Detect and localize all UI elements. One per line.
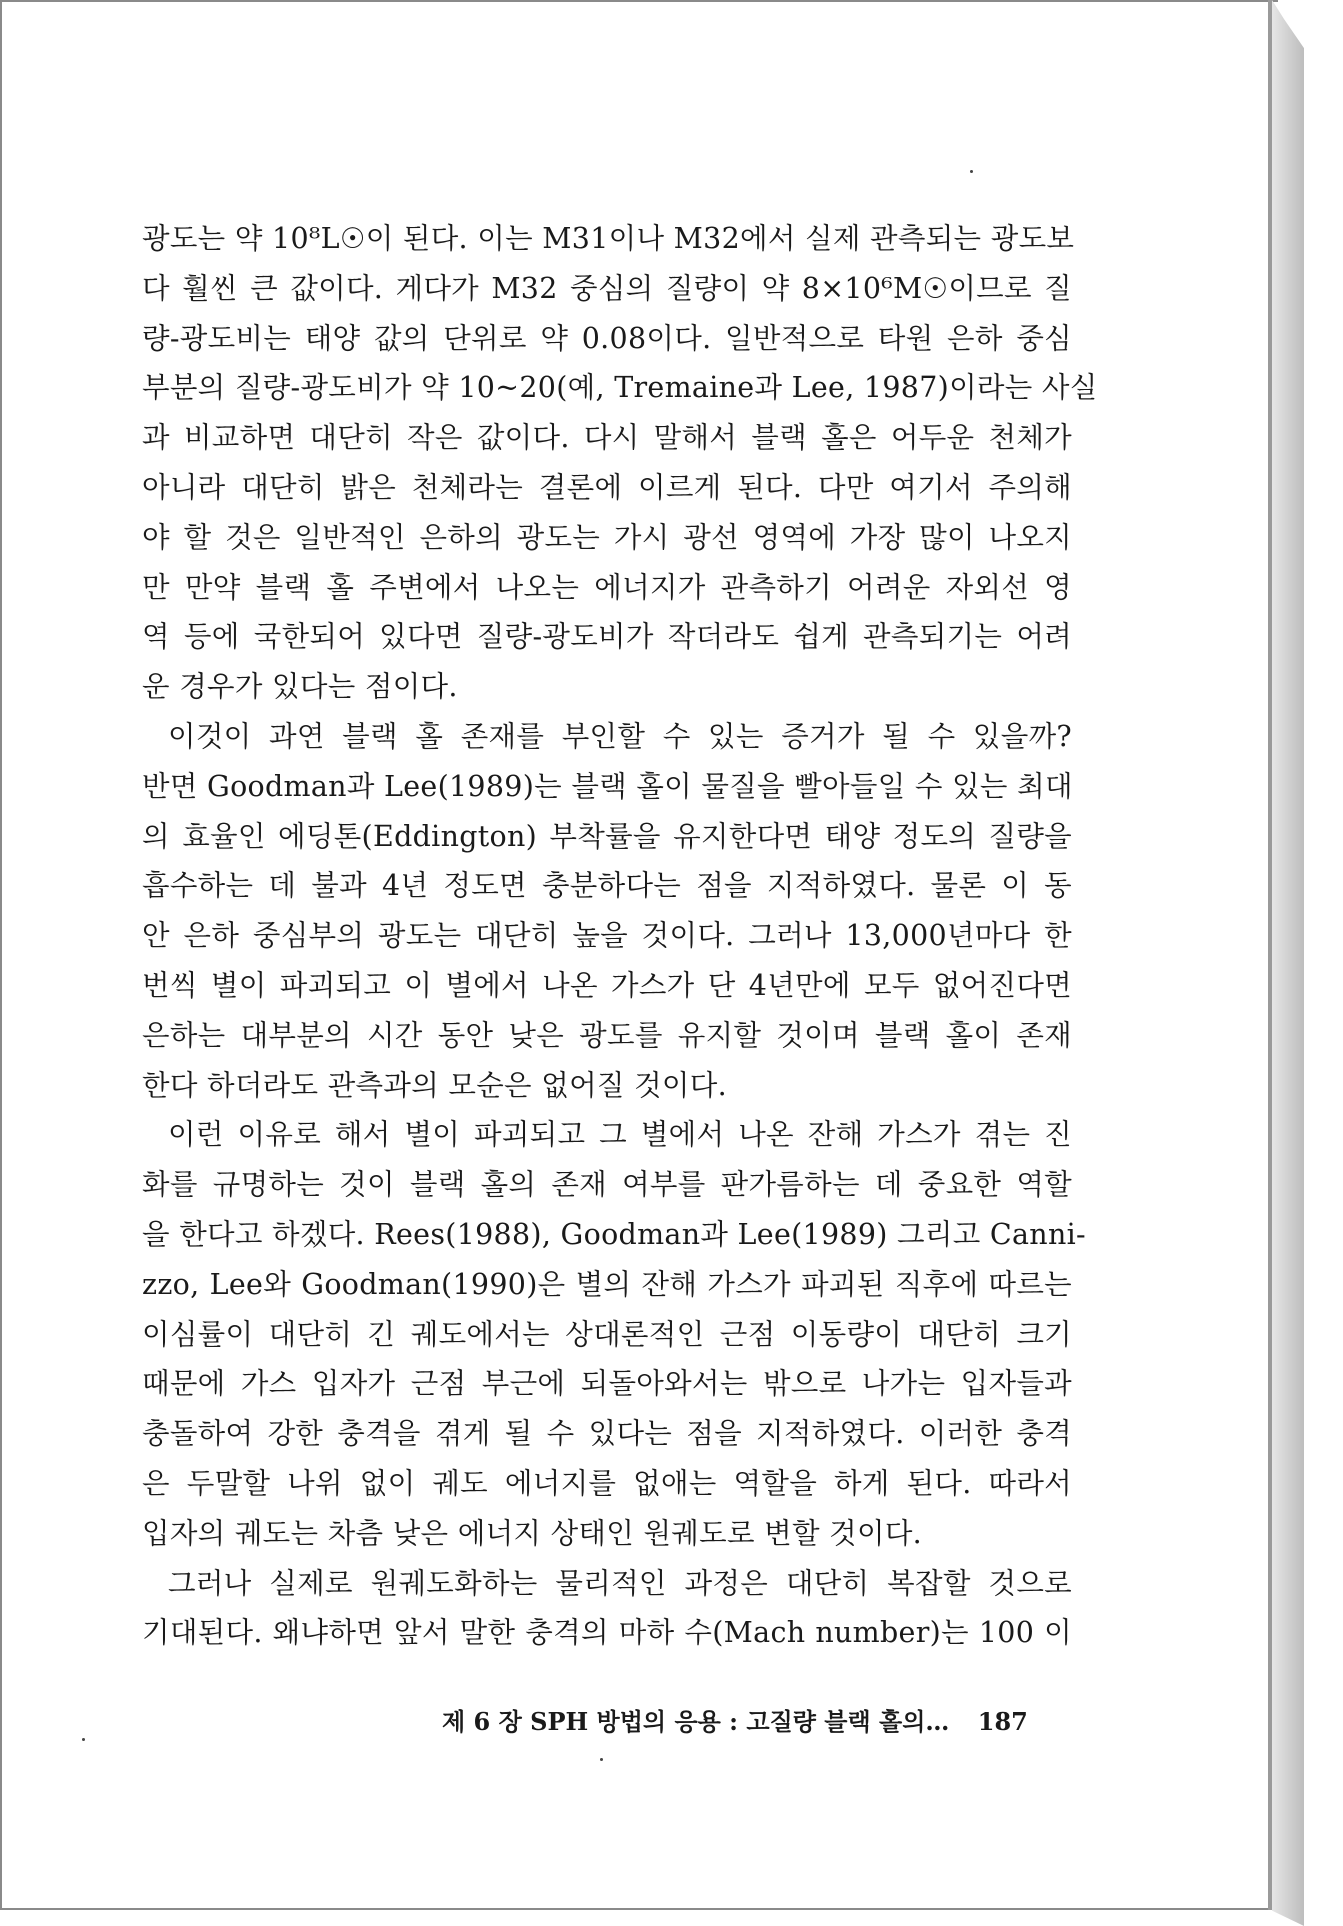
text-line: 이심률이 대단히 긴 궤도에서는 상대론적인 근점 이동량이 대단히 크기 xyxy=(142,1317,1072,1351)
chapter-title: 제 6 장 SPH 방법의 응용 : 고질량 블랙 홀의… xyxy=(442,1707,950,1736)
text-line: 그러나 실제로 원궤도화하는 물리적인 과정은 대단히 복잡할 것으로 xyxy=(168,1566,1072,1600)
text-line: 량-광도비는 태양 값의 단위로 약 0.08이다. 일반적으로 타원 은하 중심 xyxy=(142,321,1072,355)
scan-speck xyxy=(970,170,973,173)
text-line: 아니라 대단히 밝은 천체라는 결론에 이르게 된다. 다만 여기서 주의해 xyxy=(142,470,1072,504)
page-edge xyxy=(1272,0,1304,1926)
scan-speck xyxy=(82,1738,85,1741)
text-line: 은하는 대부분의 시간 동안 낮은 광도를 유지할 것이며 블랙 홀이 존재 xyxy=(142,1018,1072,1052)
text-line: 때문에 가스 입자가 근점 부근에 되돌아와서는 밖으로 나가는 입자들과 xyxy=(142,1367,1072,1401)
text-line: 기대된다. 왜냐하면 앞서 말한 충격의 마하 수(Mach number)는 100 이 xyxy=(142,1616,1072,1650)
text-line: 반면 Goodman과 Lee(1989)는 블랙 홀이 물질을 빨아들일 수 있는 최대 xyxy=(142,769,1073,803)
text-line: 번씩 별이 파괴되고 이 별에서 나온 가스가 단 4년만에 모두 없어진다면 xyxy=(142,968,1072,1002)
text-line: zzo, Lee와 Goodman(1990)은 별의 잔해 가스가 파괴된 직후에 따르는 xyxy=(142,1267,1072,1301)
text-line: 흡수하는 데 불과 4년 정도면 충분하다는 점을 지적하였다. 물론 이 동 xyxy=(142,869,1072,903)
text-line: 역 등에 국한되어 있다면 질량-광도비가 작더라도 쉽게 관측되기는 어려 xyxy=(142,620,1072,654)
text-line: 안 은하 중심부의 광도는 대단히 높을 것이다. 그러나 13,000년마다 한 xyxy=(142,919,1072,953)
body-text xyxy=(142,214,1098,1658)
page-edge-shadow xyxy=(1268,0,1272,1910)
text-line: 광도는 약 10⁸L☉이 된다. 이는 M31이나 M32에서 실제 관측되는 광도보 xyxy=(142,222,1075,255)
text-line: 운 경우가 있다는 점이다. xyxy=(142,670,458,704)
text-line: 이것이 과연 블랙 홀 존재를 부인할 수 있는 증거가 될 수 있을까? xyxy=(168,719,1072,753)
text-line: 입자의 궤도는 차츰 낮은 에너지 상태인 원궤도로 변할 것이다. xyxy=(142,1516,923,1550)
text-line: 다 훨씬 큰 값이다. 게다가 M32 중심의 질량이 약 8×10⁶M☉이므로 질 xyxy=(142,271,1072,305)
text-line: 만 만약 블랙 홀 주변에서 나오는 에너지가 관측하기 어려운 자외선 영 xyxy=(142,570,1072,604)
text-line: 충돌하여 강한 충격을 겪게 될 수 있다는 점을 지적하였다. 이러한 충격 xyxy=(142,1417,1072,1451)
page-number: 187 xyxy=(977,1707,1028,1736)
text-line: 은 두말할 나위 없이 궤도 에너지를 없애는 역할을 하게 된다. 따라서 xyxy=(142,1466,1072,1500)
text-line: 과 비교하면 대단히 작은 값이다. 다시 말해서 블랙 홀은 어두운 천체가 xyxy=(142,421,1072,455)
running-footer xyxy=(442,1702,1042,1737)
text-line: 을 한다고 하겠다. Rees(1988), Goodman과 Lee(1989) 그리고 Canni- xyxy=(142,1217,1086,1251)
scan-speck xyxy=(600,1758,603,1761)
text-line: 이런 이유로 해서 별이 파괴되고 그 별에서 나온 잔해 가스가 겪는 진 xyxy=(168,1118,1072,1152)
text-line: 야 할 것은 일반적인 은하의 광도는 가시 광선 영역에 가장 많이 나오지 xyxy=(142,520,1072,554)
text-line: 화를 규명하는 것이 블랙 홀의 존재 여부를 판가름하는 데 중요한 역할 xyxy=(142,1168,1072,1202)
text-line: 부분의 질량-광도비가 약 10~20(예, Tremaine과 Lee, 1987)이라는 사실 xyxy=(142,371,1098,405)
text-line: 한다 하더라도 관측과의 모순은 없어질 것이다. xyxy=(142,1068,727,1102)
text-line: 의 효율인 에딩톤(Eddington) 부착률을 유지한다면 태양 정도의 질량을 xyxy=(142,819,1072,853)
